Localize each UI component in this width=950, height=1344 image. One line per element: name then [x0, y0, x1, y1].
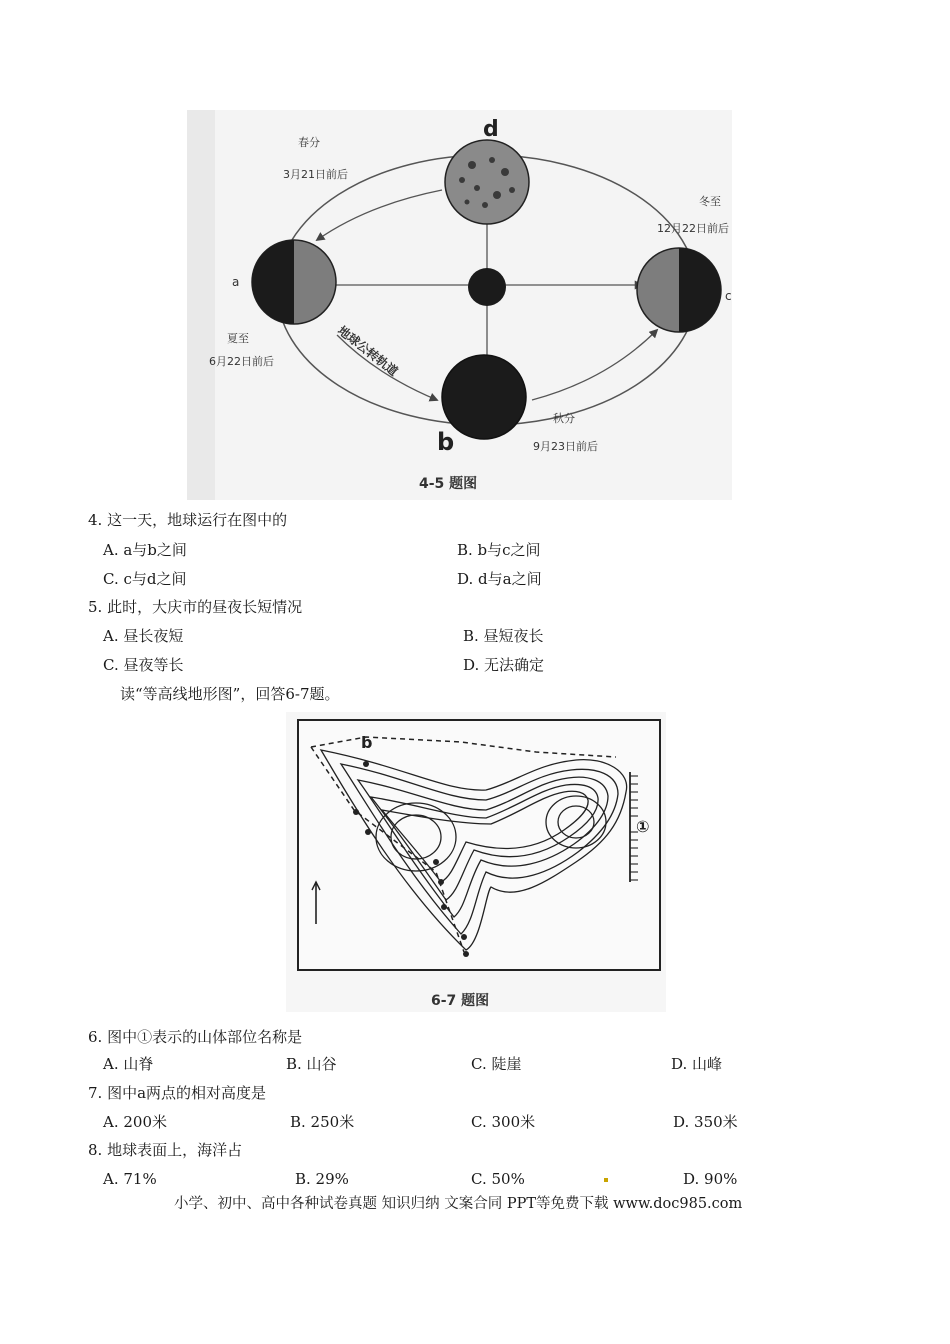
q5-option-c: C. 昼夜等长: [103, 656, 184, 674]
q5-option-a: A. 昼长夜短: [103, 627, 184, 645]
q8-option-a: A. 71%: [103, 1170, 157, 1188]
earth-left-night-side: [252, 240, 294, 324]
summer-solstice-date: 6月22日前后: [209, 355, 274, 368]
q6-stem: 6. 图中①表示的山体部位名称是: [88, 1028, 303, 1046]
spring-equinox-name: 春分: [298, 136, 320, 149]
earth-autumn-equinox: [442, 355, 526, 439]
q4-option-c: C. c与d之间: [103, 570, 187, 588]
spring-equinox-date: 3月21日前后: [283, 168, 348, 181]
q4-option-a: A. a与b之间: [103, 541, 187, 559]
label-c: c: [725, 289, 732, 303]
q6-option-b: B. 山谷: [286, 1055, 337, 1073]
label-b: b: [361, 733, 373, 752]
q8-option-b: B. 29%: [295, 1170, 349, 1188]
orbit-diagram: [187, 110, 732, 500]
q6-option-c: C. 陡崖: [471, 1055, 522, 1073]
sun: [468, 268, 506, 306]
earth-spring-equinox: [445, 140, 529, 224]
label-b: b: [437, 428, 455, 456]
q7-option-d: D. 350米: [673, 1113, 738, 1131]
q5-option-d: D. 无法确定: [463, 656, 545, 674]
q6-option-d: D. 山峰: [671, 1055, 723, 1073]
q5-stem: 5. 此时，大庆市的昼夜长短情况: [88, 598, 303, 616]
q7-option-a: A. 200米: [103, 1113, 167, 1131]
q7-option-b: B. 250米: [290, 1113, 355, 1131]
winter-solstice-date: 12月22日前后: [657, 222, 729, 235]
winter-solstice-name: 冬至: [699, 195, 721, 208]
q7-stem: 7. 图中a两点的相对高度是: [88, 1084, 267, 1102]
intro-line: 读“等高线地形图”，回答6-7题。: [120, 685, 340, 703]
scan-margin: [187, 110, 215, 500]
label-circle-1: ①: [636, 817, 650, 836]
yellow-dot: [604, 1178, 608, 1182]
q5-option-b: B. 昼短夜长: [463, 627, 544, 645]
label-a: a: [232, 275, 240, 289]
q4-option-b: B. b与c之间: [457, 541, 541, 559]
q8-stem: 8. 地球表面上，海洋占: [88, 1141, 243, 1159]
q4-stem: 4. 这一天，地球运行在图中的: [88, 511, 288, 529]
label-d: d: [483, 117, 499, 142]
autumn-equinox-name: 秋分: [553, 412, 575, 425]
summer-solstice-name: 夏至: [227, 332, 249, 345]
q8-option-d: D. 90%: [683, 1170, 738, 1188]
q6-option-a: A. 山脊: [103, 1055, 154, 1073]
earth-orbit-figure: [187, 110, 732, 500]
q4-option-d: D. d与a之间: [457, 570, 542, 588]
orbit-arrow-bottom: [532, 330, 657, 400]
figure2-caption: 6-7 题图: [431, 993, 490, 1009]
earth-right-night-side: [679, 248, 721, 332]
contour-map-figure: [286, 712, 666, 1012]
q7-option-c: C. 300米: [471, 1113, 536, 1131]
figure1-caption: 4-5 题图: [419, 476, 478, 492]
autumn-equinox-date: 9月23日前后: [533, 440, 598, 453]
page-footer: 小学、初中、高中各种试卷真题 知识归纳 文案合同 PPT等免费下载 www.doc985.com: [174, 1196, 743, 1212]
q8-option-c: C. 50%: [471, 1170, 525, 1188]
orbit-arrow-top: [317, 190, 442, 240]
contour-diagram: [286, 712, 666, 1012]
orbit-label: 地球公转轨道: [335, 323, 401, 379]
